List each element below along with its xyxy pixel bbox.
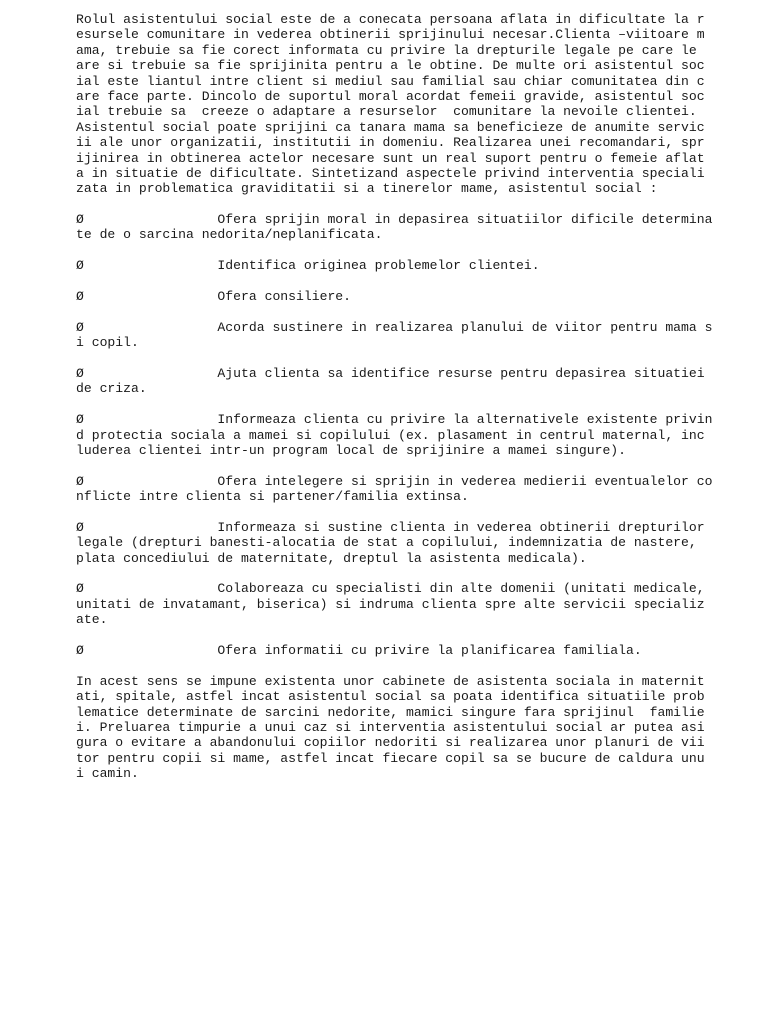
conclusion-line: i. Preluarea timpurie a unui caz si interventia asistentului social ar putea asi (76, 719, 705, 735)
bullet-line: Ø Informeaza clienta cu privire la alternativele existente privin (76, 412, 713, 428)
bullet-line: de criza. (76, 381, 147, 397)
paragraph-gap (76, 505, 696, 520)
bullet-line: i copil. (76, 335, 139, 351)
paragraph-gap (76, 274, 696, 289)
bullet-line: Ø Colaboreaza cu specialisti din alte domenii (unitati medicale, (76, 581, 705, 597)
bullet-line: Ø Ofera informatii cu privire la planificarea familiala. (76, 643, 642, 659)
conclusion-line: i camin. (76, 766, 139, 782)
paragraph-gap (76, 566, 696, 581)
bullet-list (76, 212, 713, 674)
intro-line: ial trebuie sa creeze o adaptare a resurselor comunitare la nevoile clientei. (76, 104, 697, 120)
paragraph-gap (76, 628, 696, 643)
bullet-item (76, 212, 713, 243)
bullet-item (76, 289, 696, 304)
bullet-item (76, 365, 705, 397)
bullet-line: te de o sarcina nedorita/neplanificata. (76, 227, 383, 243)
bullet-line: Ø Informeaza si sustine clienta in vederea obtinerii drepturilor (76, 519, 705, 535)
conclusion-line: In acest sens se impune existenta unor cabinete de asistenta sociala in maternit (76, 673, 705, 689)
paragraph-gap (76, 243, 696, 258)
document-page (76, 12, 713, 782)
bullet-line: d protectia sociala a mamei si copilului (ex. plasament in centrul maternal, inc (76, 427, 705, 443)
intro-line: ii ale unor organizatii, institutii in domeniu. Realizarea unei recomandari, spr (76, 135, 705, 151)
bullet-line: Ø Acorda sustinere in realizarea planului de viitor pentru mama s (76, 319, 713, 335)
intro-line: ijinirea in obtinerea actelor necesare sunt un real suport pentru o femeie aflat (76, 150, 705, 166)
bullet-item (76, 258, 696, 273)
conclusion-line: ati, spitale, astfel incat asistentul social sa poata identifica situatiile prob (76, 689, 705, 705)
intro-line: Asistentul social poate sprijini ca tanara mama sa beneficieze de anumite servic (76, 119, 705, 135)
paragraph-gap (76, 658, 696, 673)
intro-line: are face parte. Dincolo de suportul moral acordat femeii gravide, asistentul soc (76, 88, 705, 104)
bullet-line: ate. (76, 612, 108, 628)
intro-line: zata in problematica graviditatii si a tinerelor mame, asistentul social : (76, 181, 658, 197)
conclusion-paragraph (76, 673, 705, 782)
conclusion-line: gura o evitare a abandonului copiilor nedoriti si realizarea unor planuri de vii (76, 735, 705, 751)
conclusion-line: tor pentru copii si mame, astfel incat fiecare copil sa se bucure de caldura unu (76, 750, 705, 766)
bullet-line: legale (drepturi banesti-alocatia de stat a copilului, indemnizatia de nastere, (76, 535, 697, 551)
paragraph-gap (76, 197, 696, 212)
intro-line: a in situatie de dificultate. Sintetizand aspectele privind interventia speciali (76, 165, 705, 181)
bullet-line: nflicte intre clienta si partener/familia extinsa. (76, 489, 469, 505)
intro-line: are si trebuie sa fie sprijinita pentru a le obtine. De multe ori asistentul soc (76, 58, 705, 74)
bullet-line: Ø Identifica originea problemelor clientei. (76, 258, 540, 274)
bullet-line: Ø Ajuta clienta sa identifice resurse pentru depasirea situatiei (76, 365, 705, 381)
intro-line: ial este liantul intre client si mediul sau familial sau chiar comunitatea din c (76, 73, 705, 89)
paragraph-gap (76, 351, 696, 366)
conclusion-line: lematice determinate de sarcini nedorite, mamici singure fara sprijinul familie (76, 704, 705, 720)
bullet-line: unitati de invatamant, biserica) si indruma clienta spre alte servicii specializ (76, 596, 705, 612)
intro-line: Rolul asistentului social este de a conecata persoana aflata in dificultate la r (76, 12, 705, 27)
bullet-line: luderea clientei intr-un program local de sprijinire a mamei singure). (76, 442, 627, 458)
bullet-item (76, 319, 713, 351)
bullet-line: Ø Ofera sprijin moral in depasirea situatiilor dificile determina (76, 212, 713, 228)
bullet-item (76, 519, 705, 566)
paragraph-gap (76, 304, 696, 319)
bullet-item (76, 643, 696, 658)
bullet-line: plata concediului de maternitate, dreptul la asistenta medicala). (76, 550, 587, 566)
bullet-line: Ø Ofera intelegere si sprijin in vederea medierii eventualelor co (76, 473, 713, 489)
intro-paragraph (76, 12, 705, 197)
bullet-item (76, 581, 705, 628)
paragraph-gap (76, 397, 696, 412)
bullet-item (76, 473, 713, 505)
intro-line: ama, trebuie sa fie corect informata cu privire la drepturile legale pe care le (76, 42, 697, 58)
intro-line: esursele comunitare in vederea obtinerii sprijinului necesar.Clienta –viitoare m (76, 27, 705, 43)
bullet-item (76, 412, 713, 458)
bullet-line: Ø Ofera consiliere. (76, 289, 352, 305)
paragraph-gap (76, 458, 696, 473)
